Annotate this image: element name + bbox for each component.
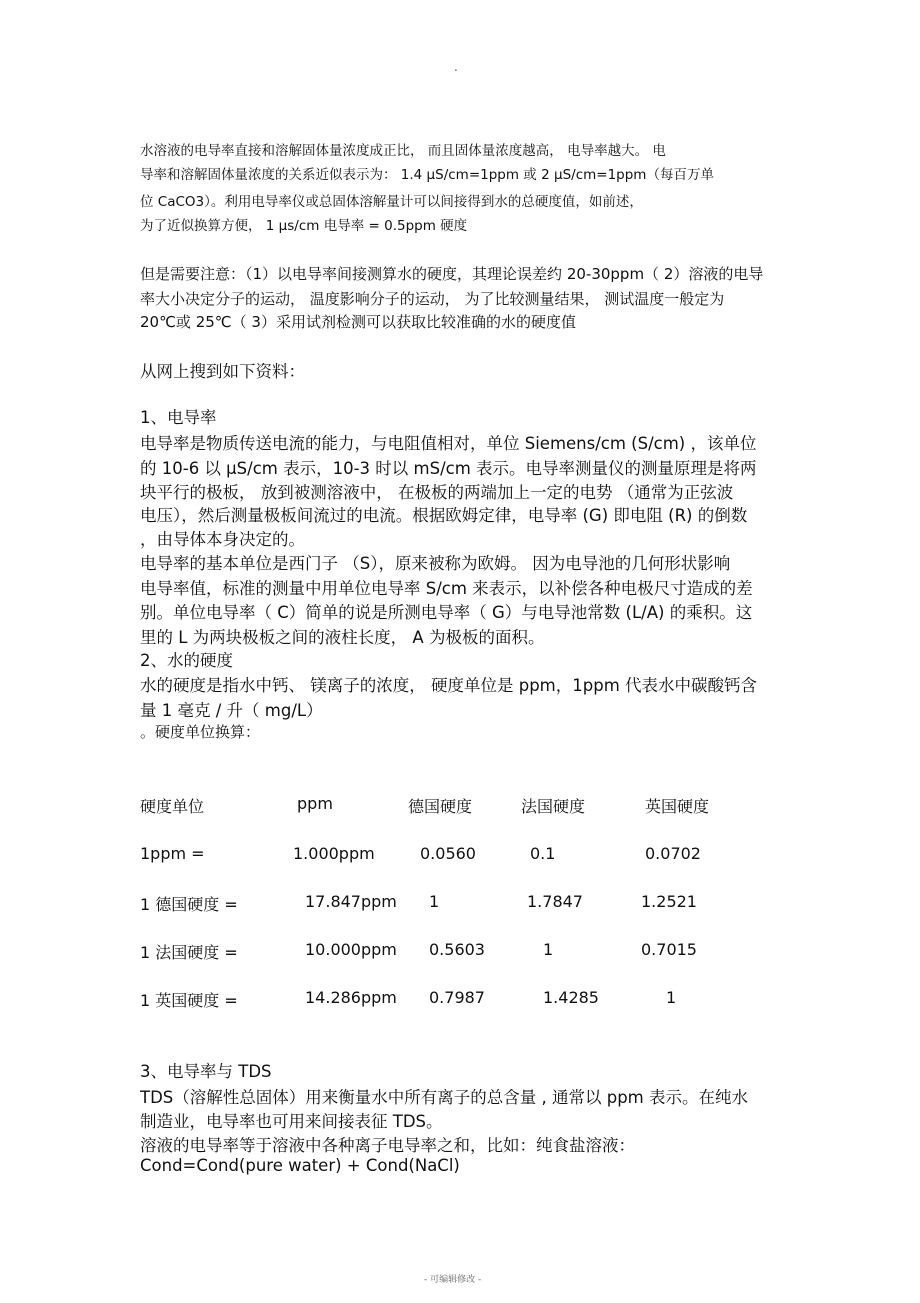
section-2-line-2: 量 1 毫克 / 升（ mg/L） [140,701,323,720]
source-note: 从网上搜到如下资料： [140,362,305,381]
section-3-line-2: 制造业，电导率也可用来间接表征 TDS。 [140,1112,443,1131]
section-1-line-7: 电导率值，标准的测量中用单位电导率 S/cm 来表示，以补偿各种电极尺寸造成的差 [140,579,753,598]
table-cell: 1 英国硬度 = [140,991,238,1010]
table-header-cell: 硬度单位 [140,797,205,816]
table-cell: 1ppm = [140,844,205,863]
table-header-cell: 英国硬度 [645,797,710,816]
intro-line-3: 位 CaCO3）。利用电导率仪或总固体溶解量计可以间接得到水的总硬度值，如前述， [140,194,643,210]
table-cell: 1 [666,988,677,1007]
section-2-line-1: 水的硬度是指水中钙、 镁离子的浓度， 硬度单位是 ppm，1ppm 代表水中碳酸钙含 [140,676,758,695]
table-cell: 0.1 [530,844,556,863]
intro-line-4: 为了近似换算方便， 1 μs/cm 电导率 = 0.5ppm 硬度 [140,218,468,234]
table-cell: 1 法国硬度 = [140,943,238,962]
table-cell: 17.847ppm [305,892,397,911]
table-header-cell: 德国硬度 [408,797,473,816]
table-header-cell: 法国硬度 [521,797,586,816]
intro-line-2: 导率和溶解固体量浓度的关系近似表示为： 1.4 μS/cm=1ppm 或 2 μS/cm=1ppm（每百万单 [140,167,714,183]
table-cell: 1.2521 [641,892,697,911]
intro-line-1: 水溶液的电导率直接和溶解固体量浓度成正比， 而且固体量浓度越高， 电导率越大。 电 [140,143,666,159]
section-1-line-8: 别。单位电导率（ C）简单的说是所测电导率（ G）与电导池常数 (L/A) 的乘积。这 [140,603,753,622]
table-cell: 1 德国硬度 = [140,895,238,914]
table-cell: 0.7987 [429,988,485,1007]
table-cell: 1.000ppm [293,844,375,863]
header-dot: . [454,60,458,74]
note-line-1: 但是需要注意：（1）以电导率间接测算水的硬度，其理论误差约 20-30ppm（ 2）溶液的电导 [140,265,764,283]
section-1-line-4: 电压），然后测量极板间流过的电流。根据欧姆定律，电导率 (G) 即电阻 (R) 的倒数 [140,506,748,525]
section-2-heading: 2、水的硬度 [140,651,233,670]
table-cell: 0.0560 [420,844,476,863]
section-3-heading: 3、电导率与 TDS [140,1062,272,1081]
table-cell: 10.000ppm [305,940,397,959]
note-line-2: 率大小决定分子的运动， 温度影响分子的运动， 为了比较测量结果， 测试温度一般定为 [140,290,725,308]
table-header-cell: ppm [297,794,333,813]
table-cell: 0.5603 [429,940,485,959]
section-1-line-3: 块平行的极板， 放到被测溶液中， 在极板的两端加上一定的电势 （通常为正弦波 [140,483,734,502]
page-footer: - 可编辑修改 - [424,1275,482,1285]
table-cell: 1 [543,940,554,959]
table-cell: 1.7847 [527,892,583,911]
section-1-line-5: ，由导体本身决定的。 [140,530,305,549]
section-1-line-1: 电导率是物质传送电流的能力，与电阻值相对，单位 Siemens/cm (S/cm) ，该单位 [140,434,757,453]
table-cell: 0.7015 [641,940,697,959]
note-line-3: 20℃或 25℃（ 3）采用试剂检测可以获取比较准确的水的硬度值 [140,313,576,331]
table-cell: 14.286ppm [305,988,397,1007]
table-cell: 1 [429,892,440,911]
section-3-line-3: 溶液的电导率等于溶液中各种离子电导率之和，比如：纯食盐溶液： [140,1136,635,1155]
section-2-line-3: 。硬度单位换算： [140,723,261,741]
section-3-line-4: Cond=Cond(pure water) + Cond(NaCl) [140,1156,460,1175]
section-1-heading: 1、电导率 [140,408,217,427]
section-1-line-6: 电导率的基本单位是西门子 （S），原来被称为欧姆。 因为电导池的几何形状影响 [140,554,731,573]
section-1-line-2: 的 10-6 以 μS/cm 表示，10-3 时以 mS/cm 表示。电导率测量仪的测量原理是将两 [140,459,757,478]
section-1-line-9: 里的 L 为两块极板之间的液柱长度， A 为极板的面积。 [140,628,545,647]
table-cell: 1.4285 [543,988,599,1007]
section-3-line-1: TDS（溶解性总固体）用来衡量水中所有离子的总含量 , 通常以 ppm 表示。在纯水 [140,1088,749,1107]
table-cell: 0.0702 [645,844,701,863]
